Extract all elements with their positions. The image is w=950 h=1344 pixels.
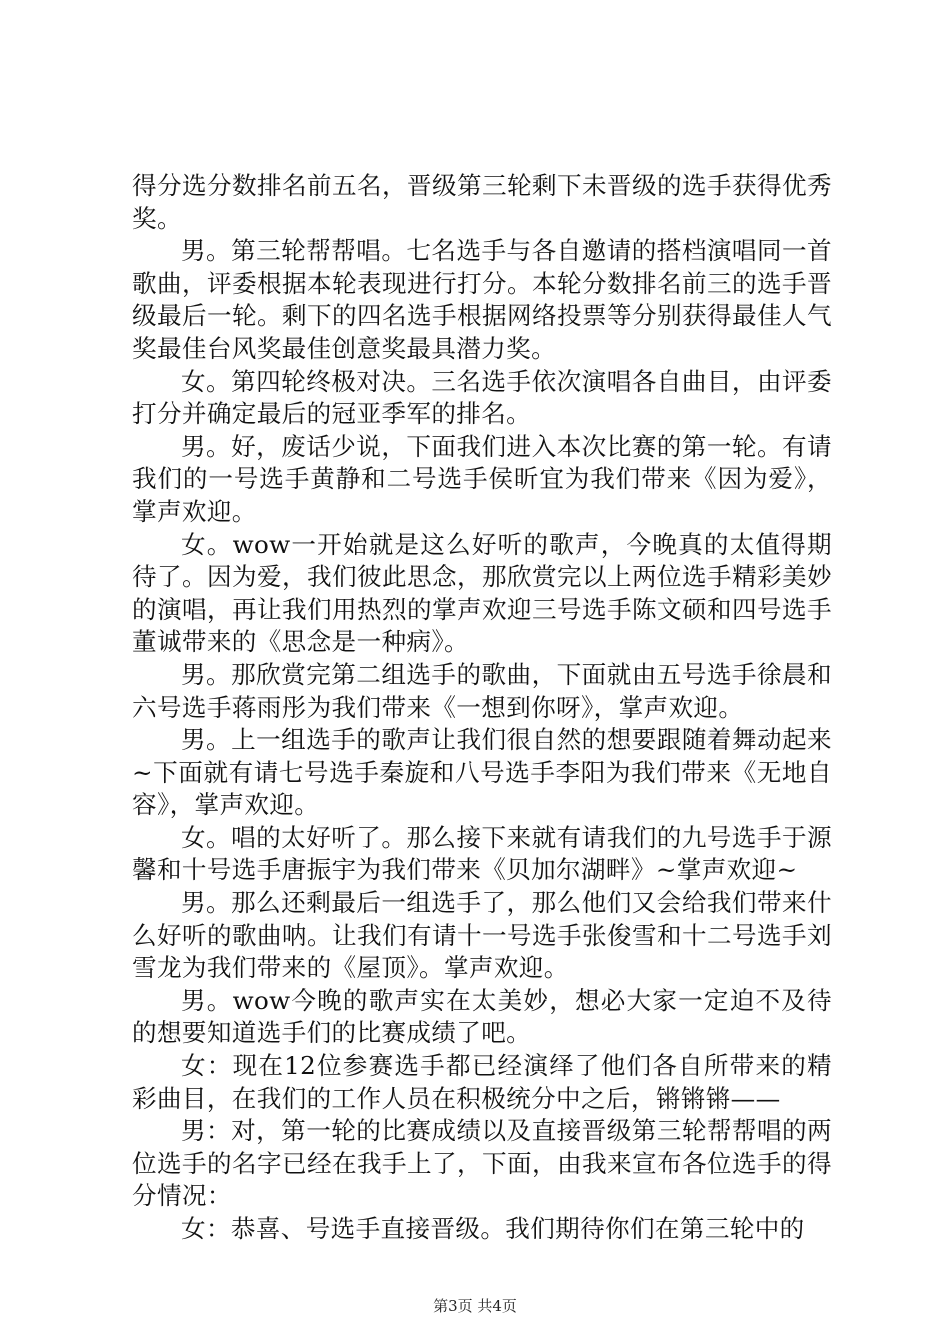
paragraph: 女。wow一开始就是这么好听的歌声，今晚真的太值得期待了。因为爱，我们彼此思念，那欣赏完以上两位选手精彩美妙的演唱，再让我们用热烈的掌声欢迎三号选手陈文硕和四号选手董诚带来的《思念是一种病》。: [132, 529, 832, 657]
paragraph: 男。上一组选手的歌声让我们很自然的想要跟随着舞动起来~下面就有请七号选手秦旋和八号选手李阳为我们带来《无地自容》，掌声欢迎。: [132, 725, 832, 820]
paragraph-continuation: 得分选分数排名前五名，晋级第三轮剩下未晋级的选手获得优秀奖。: [132, 171, 832, 233]
document-body: [132, 170, 832, 1246]
paragraph: 男。好，废话少说，下面我们进入本次比赛的第一轮。有请我们的一号选手黄静和二号选手侯昕宜为我们带来《因为爱》，掌声欢迎。: [132, 431, 832, 526]
paragraph: 男。wow今晚的歌声实在太美妙，想必大家一定迫不及待的想要知道选手们的比赛成绩了吧。: [132, 985, 832, 1048]
paragraph: 男。第三轮帮帮唱。七名选手与各自邀请的搭档演唱同一首歌曲，评委根据本轮表现进行打分。本轮分数排名前三的选手晋级最后一轮。剩下的四名选手根据网络投票等分别获得最佳人气奖最佳台风奖最佳创意奖最具潜力奖。: [132, 236, 832, 363]
paragraph: 男。那么还剩最后一组选手了，那么他们又会给我们带来什么好听的歌曲呐。让我们有请十一号选手张俊雪和十二号选手刘雪龙为我们带来的《屋顶》。掌声欢迎。: [132, 888, 832, 983]
paragraph: 男。那欣赏完第二组选手的歌曲，下面就由五号选手徐晨和六号选手蒋雨彤为我们带来《一想到你呀》，掌声欢迎。: [132, 659, 832, 722]
paragraph: 男：对，第一轮的比赛成绩以及直接晋级第三轮帮帮唱的两位选手的名字已经在我手上了，下面，由我来宣布各位选手的得分情况：: [132, 1116, 832, 1211]
paragraph: 女。唱的太好听了。那么接下来就有请我们的九号选手于源馨和十号选手唐振宇为我们带来《贝加尔湖畔》~掌声欢迎~: [132, 822, 832, 885]
paragraph: 女：恭喜、号选手直接晋级。我们期待你们在第三轮中的: [181, 1214, 805, 1243]
paragraph: 女：现在12位参赛选手都已经演绎了他们各自所带来的精彩曲目，在我们的工作人员在积极统分中之后，锵锵锵——: [132, 1051, 832, 1113]
paragraph: 女。第四轮终极对决。三名选手依次演唱各自曲目，由评委打分并确定最后的冠亚季军的排名。: [132, 366, 832, 429]
page-number-footer: 第3页 共4页: [433, 1297, 517, 1315]
